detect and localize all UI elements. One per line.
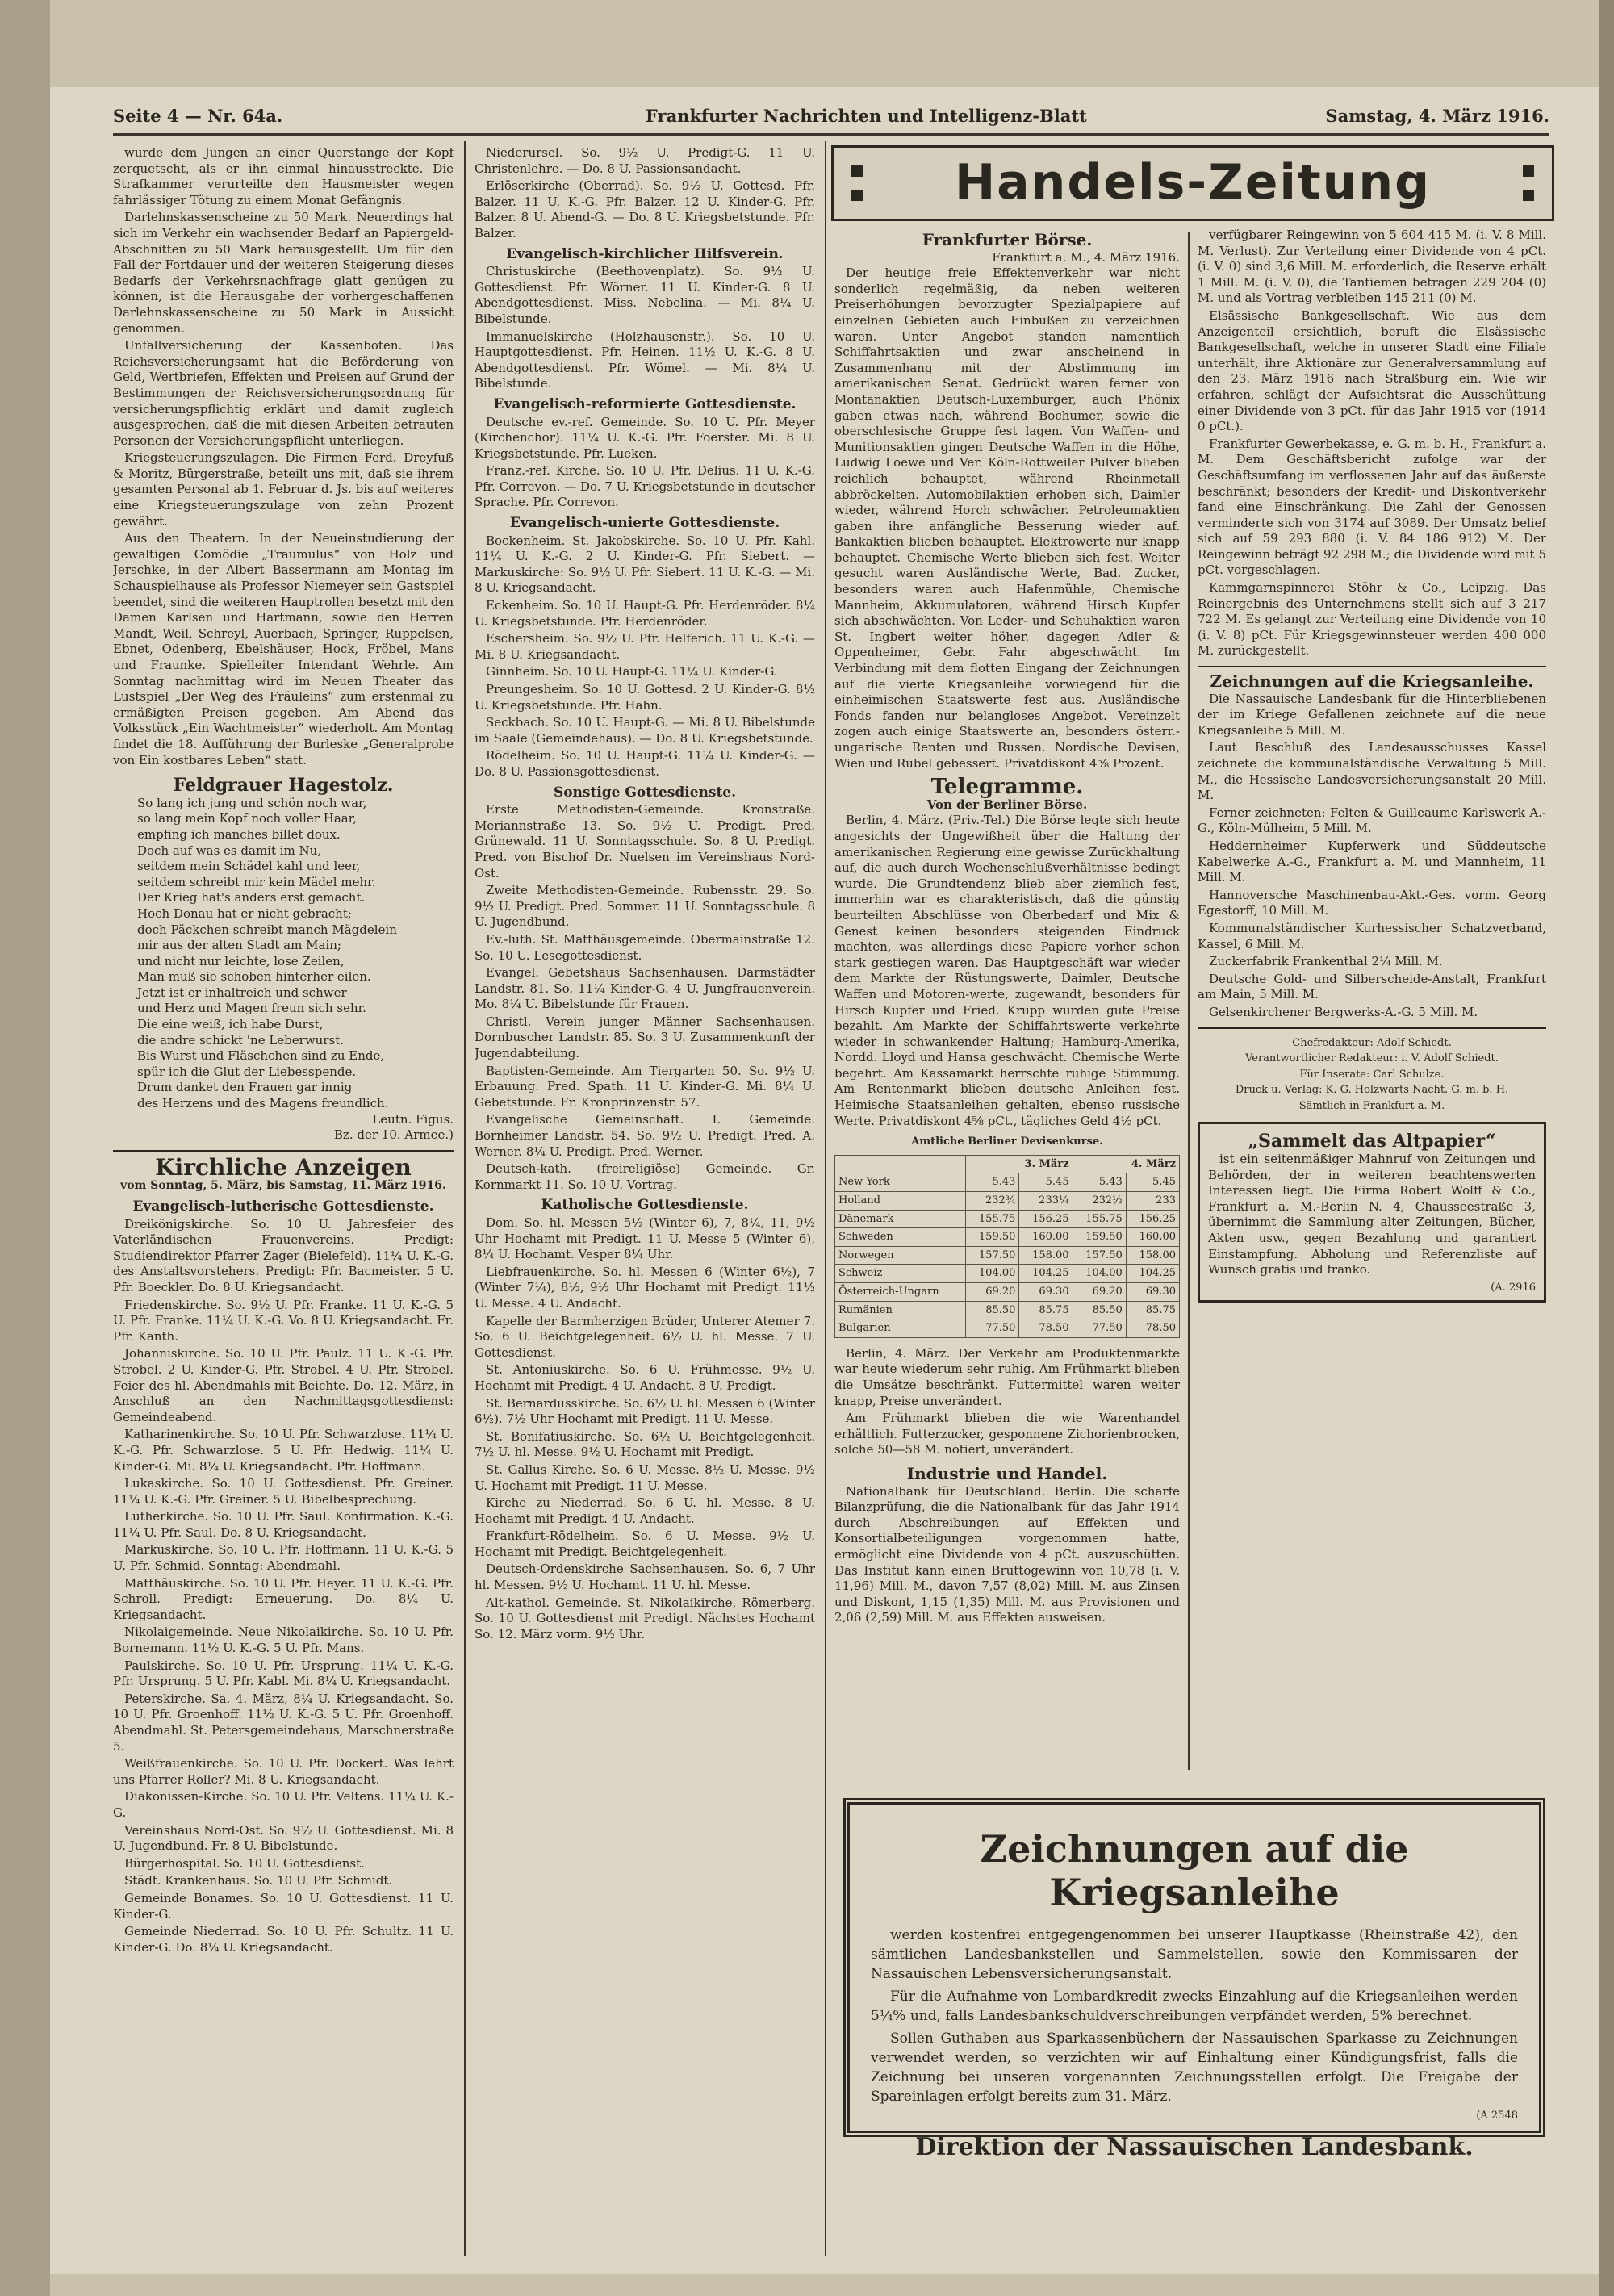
article-paragraph: Kammgarnspinnerei Stöhr & Co., Leipzig. Das Reinergebnis des Unternehmens stellt sich auf 3 217 722 M. Es gelangt zur Verteilung eine Dividende von 10 (i. V. 8) pCt. Für Kriegsgewinnsteuer werden 400 000 M. zurückgestellt. [1198,580,1546,659]
church-entry: Rödelheim. So. 10 U. Haupt-G. 11¼ U. Kinder-G. — Do. 8 U. Passionsgottesdienst. [475,748,815,779]
church-entry: Ev.-luth. St. Matthäusgemeinde. Obermainstraße 12. So. 10 U. Lesegottesdienst. [475,931,815,963]
table-cell: 104.00 [1073,1265,1126,1283]
table-cell: Norwegen [835,1246,966,1265]
table-cell: 5.43 [1073,1173,1126,1192]
article-paragraph: verfügbarer Reingewinn von 5 604 415 M. (i. V. 8 Mill. M. Verlust). Zur Verteilung einer Dividende von 4 pCt. (i. V. 0) sind 3,6 Mill. M. erforderlich, die Reserve erhält 1 Mill. M. (i. V. 0), die Tantiemen betragen 229 204 (0) M. und als Vortrag verbleiben 145 211 (0) M. [1198,228,1546,306]
column-rule [825,141,826,2256]
church-entry: Paulskirche. So. 10 U. Pfr. Ursprung. 11¼ U. K.-G. Pfr. Ursprung. 5 U. Pfr. Kabl. Mi. 8¼ U. Kriegsandacht. [113,1658,454,1689]
column-rule [464,141,466,2256]
masthead-title: Handels-Zeitung [954,154,1432,211]
poem-line: mir aus der alten Stadt am Main; [137,938,341,953]
poem-line: und Herz und Magen freun sich sehr. [137,1001,366,1016]
table-row [835,1283,1180,1302]
ad-title: Zeichnungen auf die Kriegsanleihe [980,1827,1409,1914]
church-entry: Frankfurt-Rödelheim. So. 6 U. Messe. 9½ U. Hochamt mit Predigt. Beichtgelegenheit. [475,1529,815,1559]
poem-line: Bis Wurst und Fläschchen sind zu Ende, [137,1048,385,1064]
table-cell: 160.00 [1019,1228,1073,1247]
table-cell: 233 [1126,1192,1179,1211]
table-cell: Dänemark [835,1210,966,1228]
poem-line: Der Krieg hat's anders erst gemacht. [137,890,366,905]
church-entry: Deutsche ev.-ref. Gemeinde. So. 10 U. Pfr. Meyer (Kirchenchor). 11¼ U. K.-G. Pfr. Foerster. Mi. 8 U. Kriegsbetstunde. Pfr. Lueken. [475,414,815,461]
imprint [1198,1035,1546,1115]
column-church-services [475,145,815,2260]
column-rule [1188,232,1190,1770]
table-cell: 78.50 [1019,1319,1073,1338]
subscription-entry: Heddernheimer Kupferwerk und Süddeutsche Kabelwerke A.-G., Frankfurt a. M. und Mannheim, 11 Mill. M. [1198,838,1546,885]
handels-zeitung-masthead [831,145,1554,221]
article-paragraph: Berlin, 4. März. Der Verkehr am Produktenmarkte war heute wiederum sehr ruhig. Am Frühmarkt blieben die Umsätze beschränkt. Futtermittel waren weiter knapp, Preise unverändert. [834,1345,1180,1408]
table-cell: 160.00 [1126,1228,1179,1247]
church-entry: Evangelische Gemeinschaft. I. Gemeinde. Bornheimer Landstr. 54. So. 9½ U. Predigt. Pred. A. Werner. 8¼ U. Predigt. Pred. Werner. [475,1112,815,1159]
article-paragraph: Kriegsteuerungszulagen. Die Firmen Ferd. Dreyfuß & Moritz, Bürgerstraße, beteilt uns mit, daß sie ihrem gesamten Personal ab 1. Februar d. Js. bis auf weiteres eine Kriegsteuerungszulage von zehn Prozent gewährt. [113,450,454,529]
poem-line: seitdem mein Schädel kahl und leer, [137,859,361,874]
dateline: Frankfurt a. M., 4. März 1916. [992,249,1180,265]
church-entry: Bürgerhospital. So. 10 U. Gottesdienst. [124,1855,365,1871]
church-entry: Peterskirche. Sa. 4. März, 8¼ U. Kriegsandacht. So. 10 U. Pfr. Groenhoff. 11½ U. K.-G. 5 U. Pfr. Groenhoff. Abendmahl. St. Petersgemeindehaus, Marschnerstraße 5. [113,1691,454,1754]
church-entry: Erste Methodisten-Gemeinde. Kronstraße. Meriannstraße 13. So. 9½ U. Predigt. Pred. Grünewald. 11 U. Sonntagsschule. So. 8 U. Predigt. Pred. von Bischof Dr. Nuelsen im Vereinshaus Nord-Ost. [475,802,815,880]
church-entry: Städt. Krankenhaus. So. 10 U. Pfr. Schmidt. [124,1873,393,1888]
church-entry: Ginnheim. So. 10 U. Haupt-G. 11¼ U. Kinder-G. [486,664,778,680]
poem-line: des Herzens und des Magens freundlich. [137,1096,389,1111]
table-cell: Rumänien [835,1301,966,1319]
table-cell: Holland [835,1192,966,1211]
church-entry: Gemeinde Bonames. So. 10 U. Gottesdienst. 11 U. Kinder-G. [113,1890,454,1922]
poem-line: doch Päckchen schreibt manch Mägdelein [137,922,397,937]
church-entry: Seckbach. So. 10 U. Haupt-G. — Mi. 8 U. Bibelstunde im Saale (Gemeindehaus). — Do. 8 U. Kriegsbetstunde. [475,715,815,746]
poem [113,796,454,1112]
table-cell: 155.75 [966,1210,1019,1228]
header-rule [113,133,1549,136]
ad-paragraph: Für die Aufnahme von Lombardkredit zwecks Einzahlung auf die Kriegsanleihen werden 5¼% und, falls Landesbankschuldverschreibungen verpfändet werden, 5% berechnet. [871,1989,1518,2024]
section-rule [1198,666,1546,667]
table-cell: 78.50 [1126,1319,1179,1338]
church-entry: St. Antoniuskirche. So. 6 U. Frühmesse. 9½ U. Hochamt mit Predigt. 4 U. Andacht. 8 U. Predigt. [475,1362,815,1393]
church-entry: Matthäuskirche. So. 10 U. Pfr. Heyer. 11 U. K.-G. Pfr. Schroll. Predigt: Erneuerung. Do. 8¼ U. Kriegsandacht. [113,1575,454,1622]
table-cell: 156.25 [1126,1210,1179,1228]
subscription-entry: Zuckerfabrik Frankenthal 2¼ Mill. M. [1209,954,1443,969]
table-cell: 77.50 [1073,1319,1126,1338]
church-entry: Dom. So. hl. Messen 5½ (Winter 6), 7, 8¼, 11, 9½ Uhr Hochamt mit Predigt. 11 U. Messe 5 (Winter 6), 8¼ U. Hochamt. Vesper 8¼ Uhr. [475,1215,815,1262]
header-date: Samstag, 4. März 1916. [1325,106,1549,126]
table-cell: 157.50 [966,1246,1019,1265]
church-entry: Baptisten-Gemeinde. Am Tiergarten 50. So. 9½ U. Erbauung. Pred. Spath. 11 U. Kinder-G. Mi. 8¼ U. Gebetstunde. Fr. Kronprinzenstr. 57. [475,1063,815,1110]
church-entry: Johanniskirche. So. 10 U. Pfr. Paulz. 11 U. K.-G. Pfr. Strobel. 2 U. Kinder-G. Pfr. Strobel. 4 U. Pfr. Strobel. Feier des hl. Abendmahls mit Beichte. Do. 12. März, in Anschluß an den Nachmittagsgottesdienst: Gemeindeabend. [113,1346,454,1424]
church-entry: Dreikönigskirche. So. 10 U. Jahresfeier des Vaterländischen Frauenvereins. Predigt: Studiendirektor Pfarrer Zager (Bielefeld). 11¼ U. K.-G. des Anstaltsvorstehers. Predigt: Pfr. Bacmeister. 5 U. Pfr. Boeckler. Do. 8 U. Kriegsandacht. [113,1216,454,1294]
table-cell: Bulgarien [835,1319,966,1338]
table-cell: 69.30 [1126,1283,1179,1302]
table-cell: 157.50 [1073,1246,1126,1265]
church-entry: Niederursel. So. 9½ U. Predigt-G. 11 U. Christenlehre. — Do. 8 U. Passionsandacht. [475,145,815,176]
subscription-entry: Kommunalständischer Kurhessischer Schatzverband, Kassel, 6 Mill. M. [1198,920,1546,951]
table-row [835,1173,1180,1192]
article-paragraph: Unfallversicherung der Kassenboten. Das Reichsversicherungsamt hat die Beförderung von Geld, Wertbriefen, Effekten und Preisen auf Grund der Bestimmungen der Reichsversicherungsordnung für versicherungspflichtig erklärt und damit zugleich ausgesprochen, daß die mit diesen Arbeiten betrauten Personen der Versicherungspflicht unterliegen. [113,338,454,448]
poem-line: Hoch Donau hat er nicht gebracht; [137,905,352,921]
section-subheading: Von der Berliner Börse. [926,797,1088,812]
poem-line: empfing ich manches billet doux. [137,826,341,842]
article-paragraph: Nationalbank für Deutschland. Berlin. Die scharfe Bilanzprüfung, die die Nationalbank für das Jahr 1914 durch Abschreibungen auf Effekten und Konsortialbeteiligungen vorgenommen hatte, ermöglicht eine Dividende von 4 pCt. auszuschütten. Das Institut kann einen Bruttogewinn von 10,78 (i. V. 11,96) Mill. M., davon 7,57 (8,02) Mill. M. aus Zinsen und Diskont, 1,15 (1,35) Mill. M. aus Provisionen und 2,06 (2,59) Mill. M. aus Effekten ausweisen. [834,1483,1180,1625]
ad-signature: Direktion der Nassauischen Landesbank. [915,2133,1474,2161]
church-entry: Christl. Verein junger Männer Sachsenhausen. Dornbuscher Landstr. 85. So. 3 U. Zusammenkunft der Jugendabteilung. [475,1014,815,1061]
church-entry: Diakonissen-Kirche. So. 10 U. Pfr. Veltens. 11¼ U. K.-G. [113,1789,454,1820]
section-heading: Telegramme. [930,775,1084,800]
imprint-line: Für Inserate: Carl Schulze. [1299,1068,1445,1081]
ad-text: ist ein seitenmäßiger Mahnruf von Zeitungen und Behörden, der in weiteren beachtenswerten Interessen liegt. Die Firma Robert Wolff & Co., Frankfurt a. M.-Berlin N. 4, Chausseestraße 3, übernimmt die Sammlung alter Zeitungen, Bücher, Akten usw., gegen Bezahlung und garantiert Einstampfung. Abholung und Referenzliste auf Wunsch gratis und franko. [1208,1152,1536,1278]
poem-line: So lang ich jung und schön noch war, [137,795,367,810]
table-cell: New York [835,1173,966,1192]
article-paragraph: Darlehnskassenscheine zu 50 Mark. Neuerdings hat sich im Verkehr ein wachsender Bedarf an Papiergeld-Abschnitten zu 50 Mark herausgestellt. Um für den Fall der Fortdauer und der weiteren Steigerung dieses Bedarfs der Verkehrsnachfrage glatt genügen zu können, ist die Herausgabe der vorhergeschaffenen Darlehnskassenscheine zu 50 Mark in Aussicht genommen. [113,210,454,336]
article-paragraph: Am Frühmarkt blieben die wie Warenhandel erhältlich. Futterzucker, gesponnene Zichorienbrocken, solche 50—58 M. notiert, unverändert. [834,1411,1180,1457]
exchange-rates-title: Amtliche Berliner Devisenkurse. [911,1135,1103,1148]
church-entry: Gemeinde Niederrad. So. 10 U. Pfr. Schultz. 11 U. Kinder-G. Do. 8¼ U. Kriegsandacht. [113,1924,454,1955]
ad-title: „Sammelt das Altpapier“ [1248,1131,1496,1152]
church-entry: Alt-kathol. Gemeinde. St. Nikolaikirche, Römerberg. So. 10 U. Gottesdienst mit Predigt. Nächstes Hochamt So. 12. März vorm. 9½ Uhr. [475,1595,815,1641]
column-local-news [113,145,454,2260]
subscription-entry: Gelsenkirchener Bergwerks-A.-G. 5 Mill. M. [1209,1004,1478,1019]
section-heading: Frankfurter Börse. [922,230,1093,249]
church-entry: Lutherkirche. So. 10 U. Pfr. Saul. Konfirmation. K.-G. 11¼ U. Pfr. Saul. Do. 8 U. Kriegsandacht. [113,1509,454,1540]
article-paragraph: Berlin, 4. März. (Priv.-Tel.) Die Börse legte sich heute angesichts der Ungewißheit über die Haltung der amerikanischen Regierung eine gewisse Zurückhaltung auf, die auch durch Wochenschlußverhältnisse bedingt wurde. Die Grundtendenz blieb aber ziemlich fest, immerhin war es charakteristisch, daß die günstig beurteilten Abschlüsse von Oberbedarf und Mix & Genest keinen besonders steigenden Eindruck machten, was allerdings diese Papiere vorher schon stark gestiegen waren. Das Hauptgeschäft war wieder dem Markte der Rüstungswerte, Daimler, Deutsche Waffen und Motoren-werte, zugewandt, besonders für Hirsch Kupfer und Fried. Krupp wurden gute Preise bezahlt. Am Markte der Schiffahrtswerte verkehrte wieder in schwankender Haltung; Hamburg-Amerika, Nordd. Lloyd und Hansa geschwächt. Chemische Werte begehrt. Am Kassamarkt herrschte ruhige Stimmung. Am Rentenmarkt blieben deutsche Anleihen fest. Heimische Staatsanleihen gehalten, ebenso russische Werte. Privatdiskont 4⅝ pCt., tägliches Geld 4½ pCt. [834,813,1180,1128]
table-row [835,1228,1180,1247]
subscription-entry: Laut Beschluß des Landesausschusses Kassel zeichnete die kommunalständische Verwaltung 5 Mill. M., die Hessische Landesversicherungsanstalt 20 Mill. M. [1198,740,1546,803]
table-cell: 155.75 [1073,1210,1126,1228]
church-entry: Lukaskirche. So. 10 U. Gottesdienst. Pfr. Greiner. 11¼ U. K.-G. Pfr. Greiner. 5 U. Bibelbesprechung. [113,1476,454,1507]
article-paragraph: wurde dem Jungen an einer Querstange der Kopf zerquetscht, als er ihn einmal hinausstreckte. Die Strafkammer verurteilte den Hausmeister wegen fahrlässiger Tötung zu einem Monat Gefängnis. [113,145,454,207]
church-entry: Bockenheim. St. Jakobskirche. So. 10 U. Pfr. Kahl. 11¼ U. K.-G. 2 U. Kinder-G. Pfr. Siebert. — Markuskirche: So. 9½ U. Pfr. Siebert. 11 U. K.-G. — Mi. 8 U. Kriegsandacht. [475,533,815,596]
ad-reference: (A. 2916 [1491,1281,1536,1294]
table-cell: 5.45 [1126,1173,1179,1192]
church-entry: Kirche zu Niederrad. So. 6 U. hl. Messe. 8 U. Hochamt mit Predigt. 4 U. Andacht. [475,1495,815,1526]
table-cell: 85.50 [1073,1301,1126,1319]
table-header-row [835,1155,1180,1173]
article-paragraph: Elsässische Bankgesellschaft. Wie aus dem Anzeigenteil ersichtlich, beruft die Elsässische Bankgesellschaft, welche in unserer Stadt eine Filiale unterhält, ihre Aktionäre zur Generalversammlung auf den 23. März 1916 nach Straßburg ein. Wie wir erfahren, schlägt der Aufsichtsrat die Ausschüttung einer Dividende von 3 pCt. für das Jahr 1915 vor (1914 0 pCt.). [1198,307,1546,434]
table-cell: 232¾ [966,1192,1019,1211]
poem-line: Doch auf was es damit im Nu, [137,843,322,858]
subscription-entry: Die Nassauische Landesbank für die Hinterbliebenen der im Kriege Gefallenen zeichnete auf die neue Kriegsanleihe 5 Mill. M. [1198,691,1546,738]
table-cell: 104.25 [1019,1265,1073,1283]
church-notices-dates: vom Sonntag, 5. März, bis Samstag, 11. März 1916. [120,1179,446,1193]
section-heading: Zeichnungen auf die Kriegsanleihe. [1210,671,1534,692]
table-cell: 77.50 [966,1319,1019,1338]
poem-line: Man muß sie schoben hinterher eilen. [137,969,371,985]
church-entry: Eckenheim. So. 10 U. Haupt-G. Pfr. Herdenröder. 8¼ U. Kriegsbetstunde. Pfr. Herdenröder. [475,598,815,629]
church-entry: Katharinenkirche. So. 10 U. Pfr. Schwarzlose. 11¼ U. K.-G. Pfr. Schwarzlose. 5 U. Pfr. Hedwig. 11¼ U. Kinder-G. Mi. 8¼ U. Kriegsandacht. Pfr. Hoffmann. [113,1427,454,1474]
table-header-cell [835,1155,966,1173]
table-cell: Schweden [835,1228,966,1247]
table-cell: 69.20 [1073,1283,1126,1302]
church-entry: Zweite Methodisten-Gemeinde. Rubensstr. 29. So. 9½ U. Predigt. Pred. Sommer. 11 U. Sonntagsschule. 8 U. Jugendbund. [475,883,815,930]
article-paragraph: Der heutige freie Effektenverkehr war nicht sonderlich regelmäßig, da neben weiteren Preiserhöhungen bevorzugter Spezialpapiere auf einzelnen Gebieten auch Einbußen zu verzeichnen waren. Unter Angebot standen namentlich Schiffahrtsaktien und zwar anscheinend in Zusammenhang mit der Abstimmung im amerikanischen Senat. Gedrückt waren ferner von Montanaktien Deutsch-Luxemburger, auch Phönix gaben etwas nach, während Bochumer, sowie die oberschlesische Gruppe fest lagen. Von Waffen- und Munitionsaktien gingen Deutsche Waffen in die Höhe, Ludwig Loewe und Ver. Köln-Rottweiler Pulver blieben reichlich behauptet, während Rheinmetall abbröckelten. Automobilaktien erhoben sich, Daimler wieder, während Horch schwächer. Petroleumaktien gaben ihre anfängliche Besserung wieder auf. Bankaktien blieben behauptet. Elektrowerte nur knapp behauptet. Chemische Werte blieben sich fest. Weiter gesucht waren Ausländische Werte, Bad. Zucker, besonders waren auch Hafenmühle, Chemische Mannheim, Akkumulatoren, während Hirsch Kupfer sich abschwächten. Von Leder- und Schuhaktien waren St. Ingbert weiter höher, dagegen Adler & Oppenheimer, Gebr. Fahr abgeschwächt. Im Verbindung mit dem flotten Eingang der Zeichnungen auf die vierte Kriegsanleihe vorwiegend für die einheimischen Staatswerte fest aus. Ausländische Fonds fanden nur belangloses Angebot. Vereinzelt zogen auch einige Staatswerte an, besonders österr.-ungarische Renten und Russen. Nordische Devisen, Wien und Rubel gebessert. Privatdiskont 4⅝ Prozent. [834,266,1180,771]
church-entry: Preungesheim. So. 10 U. Gottesd. 2 U. Kinder-G. 8½ U. Kriegsbetstunde. Pfr. Hahn. [475,682,815,713]
church-entry: Franz.-ref. Kirche. So. 10 U. Pfr. Delius. 11 U. K.-G. Pfr. Correvon. — Do. 7 U. Kriegsbetstunde in deutscher Sprache. Pfr. Correvon. [475,463,815,510]
poem-line: seitdem schreibt mir kein Mädel mehr. [137,874,376,889]
poem-line: Jetzt ist er inhaltreich und schwer [137,985,347,1000]
article-paragraph: Frankfurter Gewerbekasse, e. G. m. b. H., Frankfurt a. M. Dem Geschäftsbericht zufolge war der Geschäftsumfang im verflossenen Jahr auf das äußerste beschränkt; besonders der Kredit- und Diskontverkehr fand eine Einschränkung. Die Zahl der Genossen verminderte sich von 3174 auf 3089. Der Umsatz belief sich auf 59 293 880 (i. V. 84 186 912) M. Der Reingewinn beträgt 92 298 M.; die Dividende wird mit 5 pCt. vorgeschlagen. [1198,436,1546,578]
poem-line: die andre schickt 'ne Leberwurst. [137,1032,344,1048]
church-entry: Christuskirche (Beethovenplatz). So. 9½ U. Gottesdienst. Pfr. Wörner. 11 U. Kinder-G. 8 U. Abendgottesdienst. Miss. Nebelina. — Mi. 8¼ U. Bibelstunde. [475,264,815,326]
table-row [835,1265,1180,1283]
subscription-entry: Deutsche Gold- und Silberscheide-Anstalt, Frankfurt am Main, 5 Mill. M. [1198,971,1546,1002]
table-cell: 159.50 [966,1228,1019,1247]
table-header-cell: 3. März [966,1155,1073,1173]
book-spine [0,0,50,2296]
church-entry: Kapelle der Barmherzigen Brüder, Unterer Atemer 7. So. 6 U. Beichtgelegenheit. 6½ U. hl. Messe. 7 U. Gottesdienst. [475,1313,815,1360]
imprint-line: Chefredakteur: Adolf Schiedt. [1292,1036,1452,1049]
church-entry: Liebfrauenkirche. So. hl. Messen 6 (Winter 6½), 7 (Winter 7¼), 8½, 9½ Uhr Hochamt mit Predigt. 11½ U. Messe. 4 U. Andacht. [475,1264,815,1311]
table-cell: 156.25 [1019,1210,1073,1228]
church-entry: Vereinshaus Nord-Ost. So. 9½ U. Gottesdienst. Mi. 8 U. Jugendbund. Fr. 8 U. Bibelstunde. [113,1822,454,1854]
church-entry: Evangel. Gebetshaus Sachsenhausen. Darmstädter Landstr. 81. So. 11¼ Kinder-G. 4 U. Jungfrauenverein. Mo. 8¼ U. Bibelstunde für Frauen. [475,965,815,1012]
church-section-heading: Evangelisch-kirchlicher Hilfsverein. [506,245,784,262]
subscription-entry: Hannoversche Maschinenbau-Akt.-Ges. vorm. Georg Egestorff, 10 Mill. M. [1198,887,1546,918]
table-cell: 85.75 [1126,1301,1179,1319]
table-cell: 159.50 [1073,1228,1126,1247]
table-row [835,1246,1180,1265]
ad-paragraph: werden kostenfrei entgegengenommen bei unserer Hauptkasse (Rheinstraße 42), den sämtlichen Landesbankstellen und Sammelstellen, sowie den Kommissaren der Nassauischen Lebensversicherungsanstalt. [871,1927,1518,1982]
church-entry: Erlöserkirche (Oberrad). So. 9½ U. Gottesd. Pfr. Balzer. 11 U. K.-G. Pfr. Balzer. 12 U. Kinder-G. Pfr. Balzer. 8 U. Abend-G. — Do. 8 U. Kriegsbetstunde. Pfr. Balzer. [475,178,815,240]
header-page-number: Seite 4 — Nr. 64a. [113,106,283,126]
table-row [835,1301,1180,1319]
church-section-heading: Evangelisch-lutherische Gottesdienste. [132,1198,434,1215]
table-cell: 5.45 [1019,1173,1073,1192]
church-section-heading: Sonstige Gottesdienste. [553,784,737,801]
header-masthead: Frankfurter Nachrichten und Intelligenz-Blatt [646,106,1087,126]
church-notices-title: Kirchliche Anzeigen [155,1153,412,1181]
poem-line: Drum danket den Frauen gar innig [137,1080,353,1095]
table-cell: 104.25 [1126,1265,1179,1283]
table-row [835,1192,1180,1211]
exchange-rates-table [834,1155,1180,1338]
imprint-line: Verantwortlicher Redakteur: i. V. Adolf Schiedt. [1245,1052,1499,1065]
page-edge [1599,0,1614,2296]
table-row [835,1210,1180,1228]
table-cell: Schweiz [835,1265,966,1283]
church-entry: St. Bonifatiuskirche. So. 6½ U. Beichtgelegenheit. 7½ U. hl. Messe. 9½ U. Hochamt mit Predigt. [475,1428,815,1460]
section-rule [113,1150,454,1152]
church-entry: Nikolaigemeinde. Neue Nikolaikirche. So. 10 U. Pfr. Bornemann. 11½ U. K.-G. 5 U. Pfr. Mans. [113,1625,454,1656]
masthead-ornament [1523,165,1534,201]
column-stock-exchange [834,228,1180,1765]
church-section-heading: Evangelisch-reformierte Gottesdienste. [493,395,797,412]
table-cell: 85.75 [1019,1301,1073,1319]
church-entry: Weißfrauenkirche. So. 10 U. Pfr. Dockert. Was lehrt uns Pfarrer Roller? Mi. 8 U. Kriegsandacht. [113,1756,454,1787]
altpapier-ad [1198,1122,1546,1303]
table-cell: 233¼ [1019,1192,1073,1211]
poem-line: und nicht nur leichte, lose Zeilen, [137,953,345,968]
church-entry: Immanuelskirche (Holzhausenstr.). So. 10 U. Hauptgottesdienst. Pfr. Heinen. 11½ U. K.-G. 8 U. Abendgottesdienst. Pfr. Wömel. — Mi. 8¼ U. Bibelstunde. [475,328,815,391]
table-cell: 158.00 [1126,1246,1179,1265]
section-heading: Industrie und Handel. [906,1463,1108,1483]
table-cell: 5.43 [966,1173,1019,1192]
poem-line: spür ich die Glut der Liebesspende. [137,1064,357,1079]
church-section-heading: Katholische Gottesdienste. [541,1197,749,1214]
table-cell: 232½ [1073,1192,1126,1211]
table-cell: 158.00 [1019,1246,1073,1265]
table-cell: 69.30 [1019,1283,1073,1302]
column-business-news [1198,228,1546,1765]
ad-reference: (A 2548 [1476,2110,1518,2122]
poem-line: so lang mein Kopf noch voller Haar, [137,811,358,826]
church-entry: St. Gallus Kirche. So. 6 U. Messe. 8½ U. Messe. 9½ U. Hochamt mit Predigt. 11 U. Messe. [475,1462,815,1493]
church-section-heading: Evangelisch-unierte Gottesdienste. [509,515,780,532]
table-cell: 104.00 [966,1265,1019,1283]
poem-line: Die eine weiß, ich habe Durst, [137,1017,324,1032]
ad-paragraph: Sollen Guthaben aus Sparkassenbüchern der Nassauischen Sparkasse zu Zeichnungen verwendet werden, so verzichten wir auf Einhaltung einer Kündigungsfrist, falls die Zeichnung bei unseren vorgenannten Zeichnungsstellen erfolgt. Die Freigabe der Spareinlagen erfolgt bereits zum 31. März. [871,2030,1518,2105]
church-entry: Eschersheim. So. 9½ U. Pfr. Helferich. 11 U. K.-G. — Mi. 8 U. Kriegsandacht. [475,631,815,662]
table-cell: 85.50 [966,1301,1019,1319]
imprint-line: Druck u. Verlag: K. G. Holzwarts Nacht. G. m. b. H. [1235,1084,1509,1097]
imprint-line: Sämtlich in Frankfurt a. M. [1298,1099,1445,1112]
article-paragraph: Aus den Theatern. In der Neueinstudierung der gewaltigen Comödie „Traumulus“ von Holz und Jerschke, in der Albert Bassermann am Montag im Schauspielhause als Professor Niemeyer sein Gastspiel beendet, sind die weiteren Hauptrollen besetzt mit den Damen Karlsen und Hartmann, sowie den Herren Mandt, Weil, Schreyl, Auerbach, Springer, Ruppelsen, Ebnet, Odenberg, Ebelshäuser, Hock, Fröbel, Mans und Fraunke. Spielleiter Intendant Wehrle. Am Sonntag nachmittag wird im Neuen Theater das Lustspiel „Der Weg des Fräuleins“ zum erstenmal zu ermäßigten Preisen gegeben. Am Abend das Volksstück „Ein Wachtmeister“ wiederholt. Am Montag findet die 18. Aufführung der Burleske „Generalprobe von Ein kostbares Leben“ statt. [113,531,454,767]
section-rule [1198,1027,1546,1029]
war-loan-advertisement [843,1798,1545,2161]
table-cell: Österreich-Ungarn [835,1283,966,1302]
poem-title: Feldgrauer Hagestolz. [173,775,394,797]
subscription-entry: Ferner zeichneten: Felten & Guilleaume Karlswerk A.-G., Köln-Mülheim, 5 Mill. M. [1198,805,1546,836]
page-header [113,101,1549,133]
table-row [835,1319,1180,1338]
church-entry: Friedenskirche. So. 9½ U. Pfr. Franke. 11 U. K.-G. 5 U. Pfr. Franke. 11¼ U. K.-G. Vo. 8 U. Kriegsandacht. Fr. Pfr. Kanth. [113,1297,454,1344]
table-cell: 69.20 [966,1283,1019,1302]
poem-signature-unit: Bz. der 10. Armee.) [333,1127,454,1143]
table-header-cell: 4. März [1073,1155,1179,1173]
church-entry: St. Bernardusskirche. So. 6½ U. hl. Messen 6 (Winter 6½). 7½ Uhr Hochamt mit Predigt. 11 U. Messe. [475,1395,815,1427]
poem-signature: Leutn. Figus. [372,1111,454,1127]
church-entry: Markuskirche. So. 10 U. Pfr. Hoffmann. 11 U. K.-G. 5 U. Pfr. Schmid. Sonntag: Abendmahl. [113,1542,454,1574]
church-entry: Deutsch-kath. (freireligiöse) Gemeinde. Gr. Kornmarkt 11. So. 10 U. Vortrag. [475,1161,815,1192]
church-entry: Deutsch-Ordenskirche Sachsenhausen. So. 6, 7 Uhr hl. Messen. 9½ U. Hochamt. 11 U. hl. Messe. [475,1562,815,1593]
